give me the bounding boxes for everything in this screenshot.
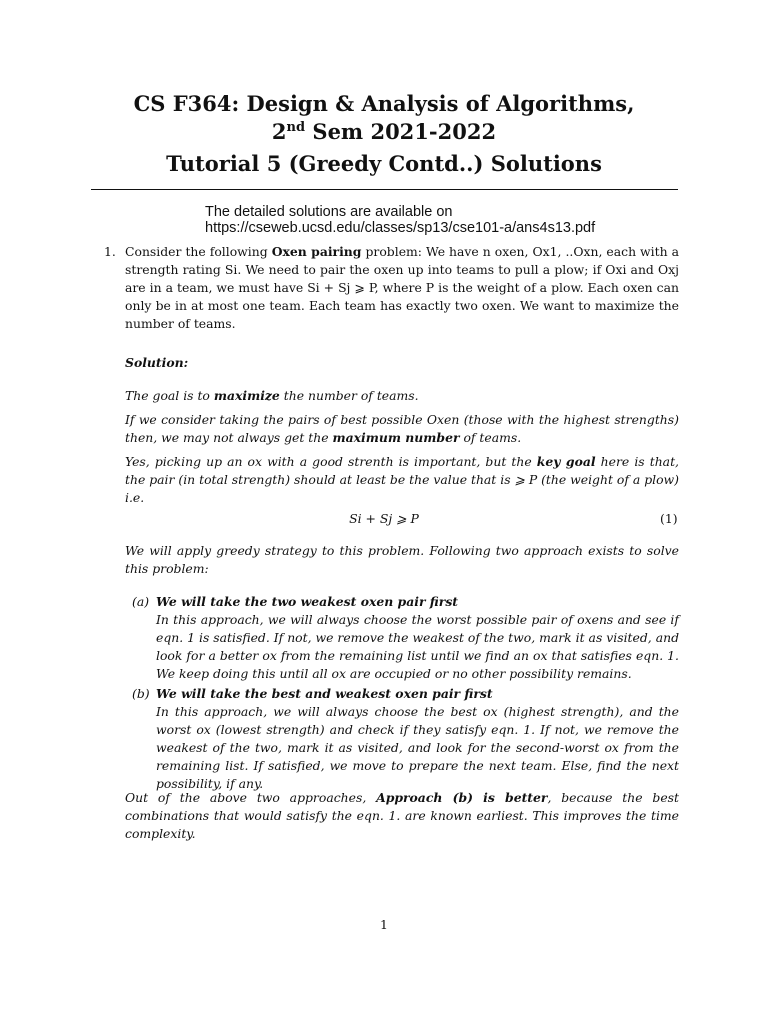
paragraph-3-pre: Yes, picking up an ox with a good strenth is important, but the	[125, 454, 537, 469]
tutorial-title: Tutorial 5 (Greedy Contd..) Solutions	[166, 151, 602, 176]
semester-number: 2	[271, 119, 287, 144]
goal-text-pre: The goal is to	[125, 388, 214, 403]
conclusion-paragraph	[125, 789, 679, 843]
note-line-1: The detailed solutions are available on	[205, 204, 453, 220]
solutions-note	[205, 204, 725, 236]
paragraph-2-post: of teams.	[459, 430, 522, 445]
question-bold-term: Oxen pairing	[271, 244, 362, 259]
equation-number: (1)	[660, 511, 678, 526]
goal-paragraph	[125, 387, 679, 405]
semester-year: Sem 2021-2022	[305, 119, 497, 144]
approach-a-body: In this approach, we will always choose the worst possible pair of oxens and see if eqn. 1 is satisfied. If not, we remove the weakest of the two, mark it as visited, and look for a better ox from the remaining list until we find an ox that satisfies eqn. 1. We keep doing this until all ox are occupied or no other possibility remains.	[156, 612, 679, 681]
conclusion-pre: Out of the above two approaches,	[125, 790, 377, 805]
equation: Si + Sj ⩾ P	[349, 511, 419, 526]
question-number: 1.	[104, 244, 116, 259]
paragraph-3-post: here is that, the pair (in total strength) should at least be the value that is ⩾ P (the weight of a plow) i.e.	[125, 454, 679, 505]
note-link[interactable]: https://cseweb.ucsd.edu/classes/sp13/cse101-a/ans4s13.pdf	[205, 220, 596, 236]
course-title: CS F364: Design & Analysis of Algorithms,	[133, 91, 635, 116]
question-text	[125, 243, 679, 333]
semester-title	[0, 118, 768, 146]
goal-text-post: the number of teams.	[279, 388, 419, 403]
paragraph-4: We will apply greedy strategy to this problem. Following two approach exists to solve this problem:	[125, 543, 679, 576]
approach-a-heading: We will take the two weakest oxen pair first	[156, 594, 459, 609]
approach-b-body: In this approach, we will always choose the best ox (highest strength), and the worst ox (lowest strength) and check if they satisfy eqn. 1. If not, we remove the weakest of the two, mark it as visited, and look for the second-worst ox from the remaining list. If satisfied, we move to prepare the next team. Else, find the next possibility, if any.	[156, 704, 679, 791]
conclusion-post: , because the best combinations that would satisfy the eqn. 1. are known earliest. This improves the time complexity.	[125, 790, 679, 841]
solution-heading: Solution:	[125, 355, 189, 370]
paragraph-2	[125, 411, 679, 447]
paragraph-3-bold: key goal	[536, 454, 596, 469]
title-divider	[91, 189, 678, 190]
paragraph-3	[125, 453, 679, 507]
page-number: 1	[380, 917, 388, 932]
paragraph-2-pre: If we consider taking the pairs of best possible Oxen (those with the highest strengths) then, we may not always get the	[125, 412, 679, 445]
approach-b-heading: We will take the best and weakest oxen pair first	[156, 686, 493, 701]
approach-a-label: (a)	[132, 594, 150, 609]
paragraph-2-bold: maximum number	[332, 430, 460, 445]
question-text-part1: Consider the following	[125, 244, 272, 259]
goal-bold: maximize	[213, 388, 280, 403]
approach-b-label: (b)	[132, 686, 150, 701]
conclusion-bold: Approach (b) is better	[376, 790, 548, 805]
semester-ordinal: nd	[286, 120, 306, 135]
question-text-part2: problem: We have n oxen, Ox1, ..Oxn, each with a strength rating Si. We need to pair the oxen up into teams to pull a plow; if Oxi and Oxj are in a team, we must have Si + Sj ⩾ P, where P is the weight of a plow. Each oxen can only be in at most one team. Each team has exactly two oxen. We want to maximize the number of teams.	[125, 244, 679, 331]
